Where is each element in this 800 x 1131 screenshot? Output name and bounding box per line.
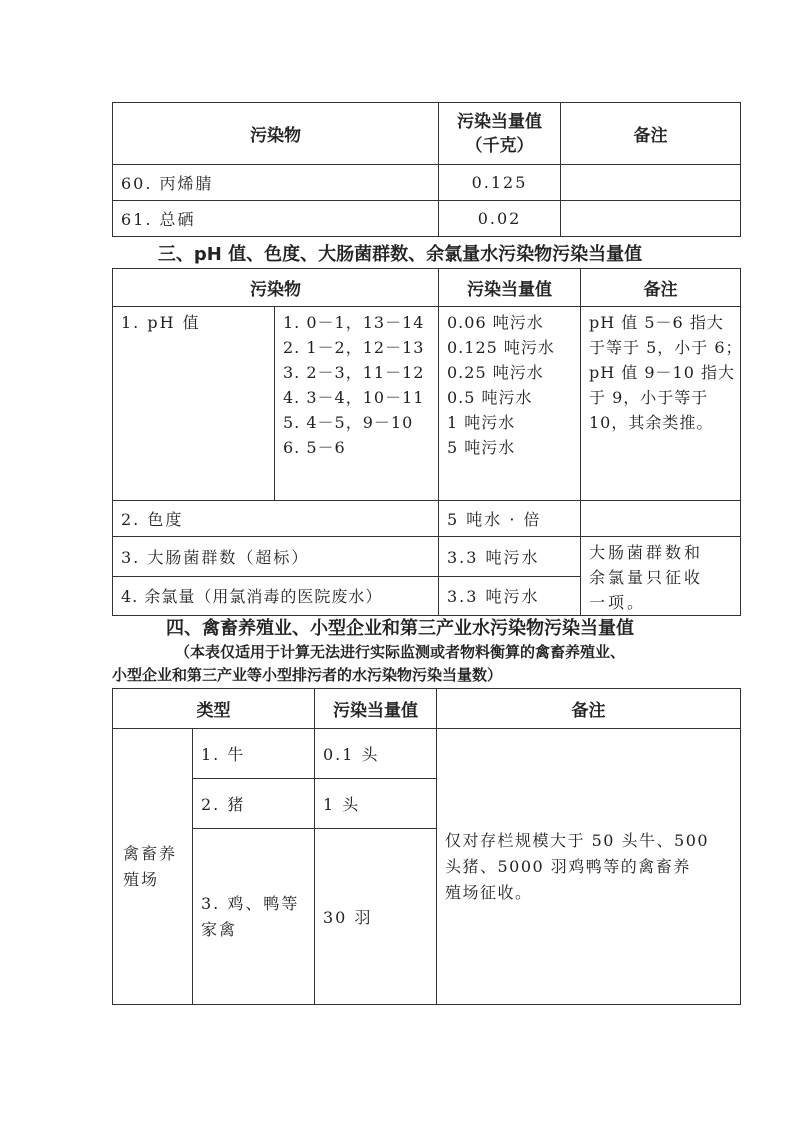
note-line: 10，其余类推。 <box>589 413 714 432</box>
note-cell <box>561 165 741 201</box>
note-line: 殖场征收。 <box>445 882 533 902</box>
table-row <box>113 307 741 501</box>
header-note: 备注 <box>561 103 741 165</box>
ph-value: 5 吨污水 <box>447 438 516 457</box>
ph-value: 0.5 吨污水 <box>447 388 533 407</box>
ph-range: 2. 1－2，12－13 <box>283 338 425 357</box>
header-equivalent-value-unit: （千克） <box>465 135 534 156</box>
equivalent-value: 0.1 头 <box>315 729 437 779</box>
ph-range: 5. 4－5，9－10 <box>283 413 414 432</box>
table-livestock-small-enterprise <box>112 688 741 1005</box>
note-line: 于 9，小于等于 <box>589 388 709 407</box>
header-type: 类型 <box>113 689 315 729</box>
group-label-line: 殖场 <box>123 869 160 889</box>
table-pollutant-equivalents <box>112 102 741 237</box>
section3-title: 三、pH 值、色度、大肠菌群数、余氯量水污染物污染当量值 <box>157 244 643 265</box>
section4-subtitle-line1: （本表仅适用于计算无法进行实际监测或者物料衡算的禽畜养殖业、 <box>174 643 625 661</box>
note-line: pH 值 9－10 指大 <box>589 363 735 382</box>
header-pollutant: 污染物 <box>113 103 439 165</box>
livestock-group-label <box>113 729 193 1005</box>
ph-value: 0.125 吨污水 <box>447 338 555 357</box>
table-row <box>113 537 741 577</box>
table-row <box>113 201 741 237</box>
table-ph-color-coliform <box>112 268 741 616</box>
livestock-note <box>437 729 741 1005</box>
equivalent-value: 1 头 <box>315 779 437 829</box>
section4-subtitle-line2: 小型企业和第三产业等小型排污者的水污染物污染当量数） <box>112 666 503 684</box>
ph-range: 3. 2－3，11－12 <box>283 363 425 382</box>
group-label-line: 禽畜养 <box>123 843 178 863</box>
ph-range: 6. 5－6 <box>283 438 346 457</box>
note-line: pH 值 5－6 指大 <box>589 313 724 332</box>
type-line: 3. 鸡、鸭等 <box>201 893 300 913</box>
note-cell <box>581 501 741 537</box>
header-equivalent-value: 污染当量值 <box>315 689 437 729</box>
note-line: 大肠菌群数和 <box>589 543 704 562</box>
header-equivalent-value <box>439 103 561 165</box>
pollutant-name: 60. 丙烯腈 <box>113 165 439 201</box>
ph-value: 0.06 吨污水 <box>447 313 544 332</box>
pollutant-name: 3. 大肠菌群数（超标） <box>113 537 439 577</box>
table-row <box>113 729 741 779</box>
ph-range: 4. 3－4，10－11 <box>283 388 425 407</box>
type-line: 家禽 <box>201 919 238 939</box>
livestock-type: 2. 猪 <box>193 779 315 829</box>
header-equivalent-value-line1: 污染当量值 <box>457 111 542 132</box>
ph-label: 1. pH 值 <box>113 307 275 501</box>
note-line: 于等于 5，小于 6； <box>589 338 743 357</box>
equivalent-value: 3.3 吨污水 <box>439 576 581 616</box>
equivalent-value: 0.02 <box>439 201 561 237</box>
note-line: 仅对存栏规模大于 50 头牛、500 <box>445 830 710 850</box>
equivalent-value: 30 羽 <box>315 829 437 1005</box>
equivalent-value: 5 吨水 · 倍 <box>439 501 581 537</box>
shared-note <box>581 537 741 616</box>
ph-note <box>581 307 741 501</box>
ph-value: 1 吨污水 <box>447 413 516 432</box>
table-row <box>113 165 741 201</box>
header-note: 备注 <box>581 269 741 307</box>
header-pollutant: 污染物 <box>113 269 439 307</box>
section4-title: 四、禽畜养殖业、小型企业和第三产业水污染物污染当量值 <box>166 618 634 639</box>
note-line: 一项。 <box>589 593 647 612</box>
equivalent-value: 0.125 <box>439 165 561 201</box>
ph-range: 1. 0－1，13－14 <box>283 313 425 332</box>
livestock-type: 1. 牛 <box>193 729 315 779</box>
header-equivalent-value: 污染当量值 <box>439 269 581 307</box>
ph-ranges <box>275 307 439 501</box>
pollutant-name: 4. 余氯量（用氯消毒的医院废水） <box>113 576 439 616</box>
equivalent-value: 3.3 吨污水 <box>439 537 581 577</box>
ph-values <box>439 307 581 501</box>
ph-value: 0.25 吨污水 <box>447 363 544 382</box>
header-note: 备注 <box>437 689 741 729</box>
note-line: 头猪、5000 羽鸡鸭等的禽畜养 <box>445 856 691 876</box>
note-line: 余氯量只征收 <box>589 568 704 587</box>
table-row <box>113 501 741 537</box>
pollutant-name: 2. 色度 <box>113 501 439 537</box>
livestock-type <box>193 829 315 1005</box>
note-cell <box>561 201 741 237</box>
pollutant-name: 61. 总硒 <box>113 201 439 237</box>
